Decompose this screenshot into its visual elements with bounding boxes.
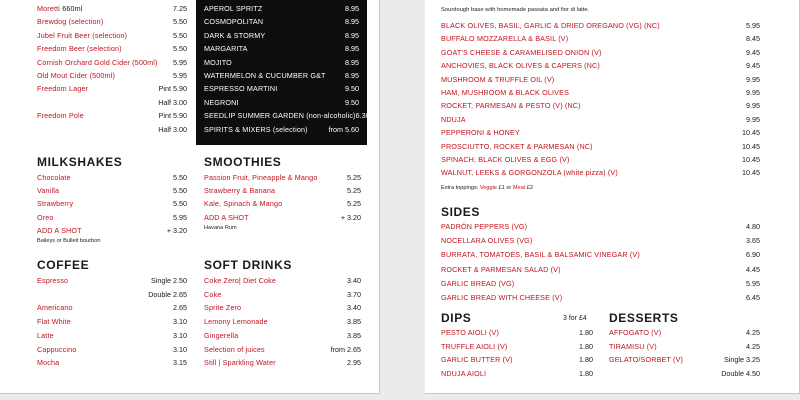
item-name: Freedom Lager [37,84,89,94]
desserts-heading: DESSERTS [609,311,679,325]
dietary-tag: (VG) [516,236,533,246]
toppings-veggie: Veggie [479,185,497,191]
item-price: Double 2.65 [148,289,187,299]
item-price: Half 3.00 [158,124,187,134]
item-price: 2.95 [347,358,361,368]
item-price: 5.50 [173,44,187,54]
item-name: MOJITO [204,57,232,67]
dietary-tag: (V) [502,355,513,365]
item-name: PESTO AIOLI [441,328,487,337]
cocktail-list [196,0,370,145]
item-price: Single 3.25 [724,355,760,365]
item-name: ROCKET & PARMESAN SALAD [441,264,549,274]
menu-item-negroni [204,96,359,109]
item-name: PEPPERONI & HONEY [441,128,520,138]
menu-item-prosciutto-rocket-parmesan [441,140,760,153]
item-name: Freedom Beer (selection) [37,44,122,54]
menu-item-continued [37,96,187,109]
menu-item-nduja [441,113,760,126]
item-name: Latte [37,330,54,340]
coffee-heading: COFFEE [37,258,90,272]
milkshake-shot-note: Baileys or Bulleit bourbon [37,238,101,244]
item-price: 3.70 [347,289,361,299]
dietary-tag: (white pizza) (V) [563,168,618,178]
menu-item-vanilla [37,184,187,197]
item-price: 5.95 [746,278,760,288]
item-price: 4.25 [746,328,760,337]
dips-deal: 3 for £4 [563,315,587,322]
menu-item-add-a-shot [37,224,187,237]
dietary-tag: (VG) [498,278,515,288]
item-name: Americano [37,303,73,313]
toppings-prefix: Extra toppings: [441,185,480,191]
menu-item-black-olives-basil-garlic-dried-oregano [441,19,760,32]
item-price: 9.95 [746,88,760,97]
menu-item-mojito [204,56,359,69]
item-price: 8.95 [345,71,359,80]
menu-item-moretti [37,2,187,15]
item-price: 8.95 [345,4,359,13]
menu-item-chocolate [37,171,187,184]
item-name: GARLIC BREAD [441,278,497,288]
menu-item-spinach-black-olives-egg [441,153,760,166]
pizza-intro: Sourdough base with homemade passata and fior di latte. [441,7,590,13]
item-name: Vanilla [37,186,60,196]
menu-item-still-sparkling-water [204,356,361,369]
item-name: GELATO/SORBET [609,355,671,365]
item-price: 2.65 [173,303,187,313]
item-price: 7.25 [173,4,187,13]
item-name: SPINACH, BLACK OLIVES & EGG [441,155,558,164]
item-price: 10.45 [742,168,760,178]
item-name: Coke Zero| Diet Coke [204,276,276,285]
soft-drinks-heading: SOFT DRINKS [204,258,292,272]
item-price: + 3.20 [340,212,361,222]
menu-item-margarita [204,42,359,55]
item-price: 5.50 [173,30,187,40]
menu-item-continued [37,123,187,136]
menu-item-espresso-martini [204,82,359,95]
menu-item-espresso [37,274,187,287]
item-name: BLACK OLIVES, BASIL, GARLIC & DRIED OREGANO [441,21,624,30]
menu-item-cornish-orchard-gold-cider-500ml [37,56,187,69]
menu-item-burrata-tomatoes-basil-balsamic-vinegar [441,248,760,261]
item-price: 9.50 [345,97,359,107]
item-price: 3.85 [347,317,361,327]
item-name: GOAT'S CHEESE & CARAMELISED ONION [441,47,590,57]
item-name: ESPRESSO MARTINI [204,84,278,94]
item-price: 5.25 [347,199,361,209]
item-price: 3.65 [746,236,760,246]
item-name: BURRATA, TOMATOES, BASIL & BALSAMIC VINEGAR [441,250,628,260]
dietary-tag: (V) [559,155,570,164]
item-price: 5.95 [173,57,187,67]
item-price: 5.95 [746,21,760,30]
menu-item-watermelon-cucumber-g-t [204,69,359,82]
item-name: Old Mout Cider (500ml) [37,71,115,80]
item-name: DARK & STORMY [204,30,266,40]
item-price: Single 2.50 [151,276,187,285]
item-name: Oreo [37,212,54,222]
menu-item-pesto-aioli [441,326,593,339]
item-price: Pint 5.90 [158,84,187,94]
dietary-tag: (V) [489,328,500,337]
item-price: 8.95 [345,44,359,54]
item-price: from 5.60 [328,124,359,134]
item-name: Cornish Orchard Gold Cider (500ml) [37,57,158,67]
item-price: 10.45 [742,141,760,151]
toppings-veggie-price: £1 or [496,185,513,191]
menu-item-coke [204,288,361,301]
menu-item-anchovies-black-olives-capers [441,59,760,72]
menu-item-spirits-mixers-selection [204,123,359,136]
dietary-tag: (V) [651,328,662,337]
item-name: ROCKET, PARMESAN & PESTO [441,101,551,111]
menu-item-continued [37,288,187,301]
menu-item-selection-of-juices [204,343,361,356]
dietary-tag: (V) [552,293,563,302]
item-price: 3.85 [347,330,361,340]
item-price: 5.25 [347,173,361,182]
item-name: Freedom Pole [37,111,84,121]
menu-item-nocellara-olives [441,234,760,247]
dietary-tag: (VG) [511,222,528,231]
menu-item-seedlip-summer-garden-non-alcoholic [204,109,370,122]
item-price: 5.50 [173,173,187,182]
menu-item-latte [37,329,187,342]
extra-toppings-note [441,185,533,191]
menu-item-gelato-sorbet [609,353,760,366]
item-name: Still | Sparkling Water [204,358,276,368]
toppings-meat-price: £2 [525,185,534,191]
smoothie-shot-note: Havana Rum [204,225,237,231]
item-price: Double 4.50 [721,369,760,379]
item-name: SEEDLIP SUMMER GARDEN (non-alcoholic) [204,111,356,121]
menu-item-freedom-pole [37,109,187,122]
item-name: TRUFFLE AIOLI [441,341,496,351]
item-price: 8.45 [746,34,760,44]
smoothies-heading: SMOOTHIES [204,155,282,169]
item-name: COSMOPOLITAN [204,17,264,27]
item-name: AFFOGATO [609,328,650,337]
item-price: 3.40 [347,303,361,313]
menu-item-strawberry [37,197,187,210]
item-price: Pint 5.90 [158,111,187,121]
item-price: 6.45 [746,293,760,302]
item-name: BUFFALO MOZZARELLA & BASIL [441,34,557,44]
item-name: Selection of juices [204,344,265,354]
item-price: 3.10 [173,317,187,327]
menu-item-rocket-parmesan-pesto [441,99,760,112]
dietary-tag: (V) [591,47,602,57]
item-price: 9.95 [746,114,760,124]
item-price: 9.95 [746,74,760,84]
menu-item-truffle-aioli [441,340,593,353]
menu-item-flat-white [37,315,187,328]
dietary-tag: (NC) [584,61,600,71]
menu-item-freedom-lager [37,82,187,95]
item-price: 3.10 [173,344,187,354]
menu-item-garlic-butter [441,353,593,366]
menu-item-nduja-aioli [441,367,593,380]
item-price: 10.45 [742,155,760,164]
item-name: GARLIC BUTTER [441,355,501,365]
menu-item-continued [609,367,760,380]
item-price: 5.50 [173,199,187,209]
menu-item-brewdog-selection [37,15,187,28]
item-price: 8.95 [345,17,359,27]
item-name: NDUJA [441,114,466,124]
item-name: Flat White [37,317,71,327]
item-name: Chocolate [37,173,71,182]
item-name: NEGRONI [204,97,239,107]
item-price: 4.45 [746,264,760,274]
item-name: Lemony Lemonade [204,317,268,327]
dietary-tag: (NC) [576,141,593,151]
menu-item-dark-stormy [204,29,359,42]
menu-item-cosmopolitan [204,15,359,28]
item-price: 5.95 [173,212,187,222]
menu-item-aperol-spritz [204,2,359,15]
menu-item-rocket-parmesan-salad [441,263,760,276]
item-price: 5.25 [347,186,361,196]
menu-page-food [425,0,800,394]
item-name: ADD A SHOT [37,225,82,235]
menu-item-freedom-beer-selection [37,42,187,55]
menu-item-strawberry-banana [204,184,361,197]
menu-item-old-mout-cider-500ml [37,69,187,82]
menu-item-oreo [37,211,187,224]
item-name: WATERMELON & CUCUMBER G&T [204,71,326,80]
dietary-tag: (VG) (NC) [626,21,660,30]
item-name: Strawberry [37,199,74,209]
item-name: SPIRITS & MIXERS (selection) [204,124,308,134]
item-price: 8.95 [345,57,359,67]
menu-item-add-a-shot [204,211,361,224]
item-name: APEROL SPRITZ [204,4,263,13]
item-price: 1.80 [579,341,593,351]
menu-item-sprite-zero [204,301,361,314]
item-price: from 2.65 [330,344,361,354]
menu-item-passion-fruit-pineapple-mango [204,171,361,184]
item-name: GARLIC BREAD WITH CHEESE [441,293,551,302]
item-name: TIRAMISU [609,341,645,351]
item-name: Coke [204,289,222,299]
item-name: WALNUT, LEEKS & GORGONZOLA [441,168,562,178]
item-price: 1.80 [579,369,593,379]
dietary-tag: (V) [673,355,684,365]
item-price: 9.50 [345,84,359,94]
item-name: MARGARITA [204,44,248,54]
dietary-tag: (V) [558,34,569,44]
toppings-meat: Meat [512,185,526,191]
menu-item-lemony-lemonade [204,315,361,328]
menu-item-mocha [37,356,187,369]
menu-item-walnut-leeks-gorgonzola [441,166,760,179]
item-name: Cappuccino [37,344,77,354]
item-name: Mocha [37,358,60,368]
menu-item-coke-zero-diet-coke [204,274,361,287]
item-price: 5.50 [173,186,187,196]
menu-item-mushroom-truffle-oil [441,73,760,86]
item-price: 3.15 [173,358,187,368]
item-price: + 3.20 [166,225,187,235]
item-name: Espresso [37,276,69,285]
menu-item-americano [37,301,187,314]
dietary-tag: (V) [550,264,561,274]
dietary-tag: (V) [497,341,508,351]
item-name: MUSHROOM & TRUFFLE OIL [441,74,543,84]
menu-item-gingerella [204,329,361,342]
milkshakes-heading: MILKSHAKES [37,155,123,169]
dietary-tag: (V) (NC) [552,101,581,111]
item-price: 8.95 [345,30,359,40]
item-price: 5.95 [173,71,187,80]
dietary-tag: (V) [646,341,657,351]
item-name: PROSCIUTTO, ROCKET & PARMESAN [441,141,575,151]
item-price: 10.45 [742,128,760,138]
item-name: PADRÓN PEPPERS [441,222,510,231]
menu-item-jubel-fruit-beer-selection [37,29,187,42]
dietary-tag: (V) [544,74,555,84]
menu-page-drinks [0,0,380,394]
item-price: 1.80 [579,328,593,337]
item-name: HAM, MUSHROOM & BLACK OLIVES [441,88,570,97]
item-name: Moretti [37,4,61,13]
item-price: 9.95 [746,101,760,111]
item-name: Sprite Zero [204,303,242,313]
menu-item-goat-s-cheese-caramelised-onion [441,46,760,59]
menu-item-pepperoni-honey [441,126,760,139]
dips-heading: DIPS [441,311,472,325]
item-price: 3.40 [347,276,361,285]
menu-item-garlic-bread-with-cheese [441,291,760,304]
item-price: 9.45 [746,47,760,57]
menu-item-buffalo-mozzarella-basil [441,32,760,45]
item-name: Passion Fruit, Pineapple & Mango [204,173,318,182]
item-name: NOCELLARA OLIVES [441,236,515,246]
item-price: 9.45 [746,61,760,71]
item-name: Jubel Fruit Beer (selection) [37,30,128,40]
item-name: Brewdog (selection) [37,17,104,27]
item-name: ADD A SHOT [204,212,249,222]
item-price: 1.80 [579,355,593,365]
item-price: 6.90 [746,250,760,260]
item-price: Half 3.00 [158,97,187,107]
item-price: 4.80 [746,222,760,231]
item-price: 6.30 [355,111,370,121]
menu-item-ham-mushroom-black-olives [441,86,760,99]
dietary-tag: (V) [629,250,640,260]
sides-heading: SIDES [441,205,481,219]
item-name: Kale, Spinach & Mango [204,199,283,209]
item-name: NDUJA AIOLI [441,369,487,379]
menu-item-kale-spinach-mango [204,197,361,210]
menu-item-padr-n-peppers [441,220,760,233]
menu-item-cappuccino [37,343,187,356]
item-name: Strawberry & Banana [204,186,276,196]
item-name: ANCHOVIES, BLACK OLIVES & CAPERS [441,61,583,71]
item-size: 660ml [62,4,83,13]
item-price: 5.50 [173,17,187,27]
menu-item-affogato [609,326,760,339]
item-price: 4.25 [746,341,760,351]
item-price: 3.10 [173,330,187,340]
menu-item-garlic-bread [441,277,760,290]
menu-item-tiramisu [609,340,760,353]
item-name: Gingerella [204,330,239,340]
